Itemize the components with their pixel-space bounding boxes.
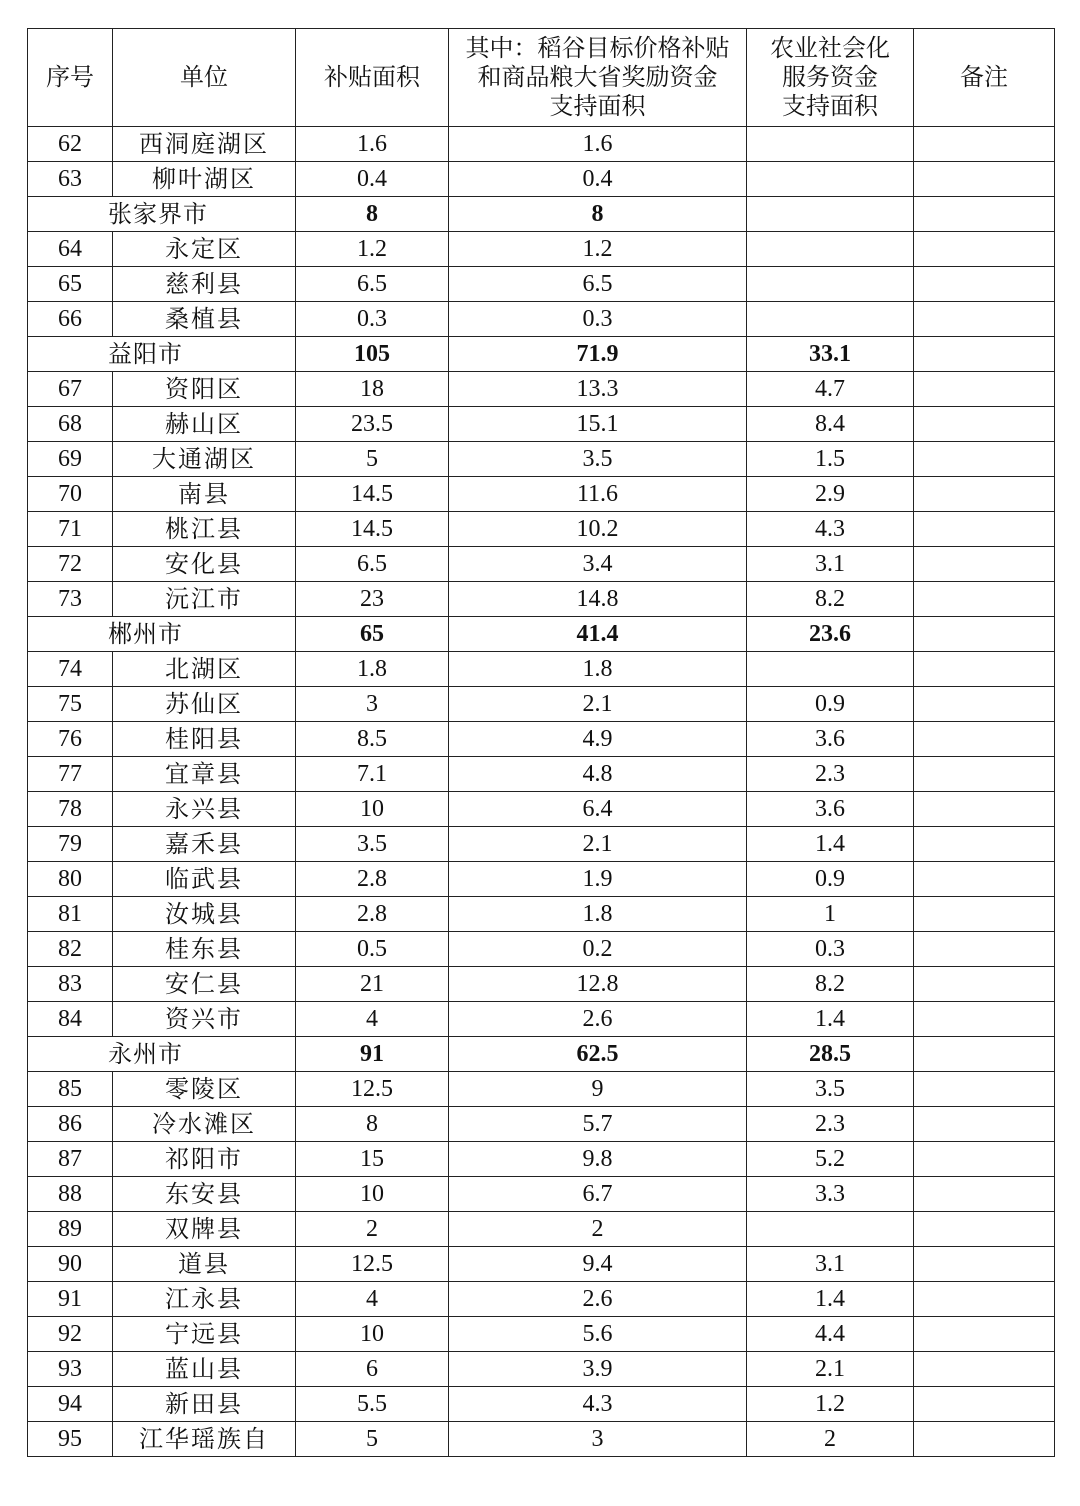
unit-cell: 资兴市 — [113, 1002, 296, 1037]
city-name-cell: 张家界市 — [28, 197, 296, 232]
rice-cell: 5.6 — [449, 1317, 747, 1352]
table-row — [28, 897, 1055, 932]
service-cell: 3.6 — [747, 722, 914, 757]
service-cell: 8.4 — [747, 407, 914, 442]
header-service-line-2: 服务资金 — [782, 63, 878, 91]
header-rice-line-1: 其中：稻谷目标价格补贴 — [465, 34, 730, 62]
area-cell: 5 — [296, 442, 449, 477]
rice-cell: 4.9 — [449, 722, 747, 757]
table-row — [28, 1002, 1055, 1037]
service-cell — [747, 127, 914, 162]
service-cell: 5.2 — [747, 1142, 914, 1177]
seq-cell: 89 — [28, 1212, 113, 1247]
unit-cell: 资阳区 — [113, 372, 296, 407]
area-cell: 4 — [296, 1282, 449, 1317]
table-row — [28, 232, 1055, 267]
note-cell — [914, 1317, 1055, 1352]
header-rice-line-2: 和商品粮大省奖励资金 — [477, 63, 718, 91]
rice-cell: 2.6 — [449, 1282, 747, 1317]
service-cell: 3.5 — [747, 1072, 914, 1107]
area-cell: 21 — [296, 967, 449, 1002]
note-cell — [914, 1107, 1055, 1142]
rice-cell: 71.9 — [449, 337, 747, 372]
service-cell: 1.5 — [747, 442, 914, 477]
area-cell: 23.5 — [296, 407, 449, 442]
area-cell: 8 — [296, 197, 449, 232]
subtotal-row — [28, 1037, 1055, 1072]
unit-cell: 新田县 — [113, 1387, 296, 1422]
seq-cell: 93 — [28, 1352, 113, 1387]
rice-cell: 12.8 — [449, 967, 747, 1002]
header-rice-line-3: 支持面积 — [549, 92, 646, 120]
unit-cell: 柳叶湖区 — [113, 162, 296, 197]
service-cell: 2.3 — [747, 1107, 914, 1142]
seq-cell: 79 — [28, 827, 113, 862]
seq-cell: 82 — [28, 932, 113, 967]
service-cell: 4.3 — [747, 512, 914, 547]
area-cell: 15 — [296, 1142, 449, 1177]
seq-cell: 77 — [28, 757, 113, 792]
service-cell: 4.4 — [747, 1317, 914, 1352]
area-cell: 5 — [296, 1422, 449, 1457]
seq-cell: 90 — [28, 1247, 113, 1282]
rice-cell: 10.2 — [449, 512, 747, 547]
seq-cell: 63 — [28, 162, 113, 197]
header-seq-line: 序号 — [46, 63, 94, 91]
unit-cell: 永兴县 — [113, 792, 296, 827]
seq-cell: 74 — [28, 652, 113, 687]
unit-cell: 蓝山县 — [113, 1352, 296, 1387]
unit-cell: 桃江县 — [113, 512, 296, 547]
note-cell — [914, 162, 1055, 197]
note-cell — [914, 687, 1055, 722]
seq-cell: 73 — [28, 582, 113, 617]
area-cell: 8 — [296, 1107, 449, 1142]
table-row — [28, 372, 1055, 407]
seq-cell: 64 — [28, 232, 113, 267]
area-cell: 2 — [296, 1212, 449, 1247]
rice-cell: 0.3 — [449, 302, 747, 337]
unit-cell: 道县 — [113, 1247, 296, 1282]
table-row — [28, 127, 1055, 162]
note-cell — [914, 1142, 1055, 1177]
area-cell: 1.6 — [296, 127, 449, 162]
area-cell: 23 — [296, 582, 449, 617]
service-cell: 3.1 — [747, 547, 914, 582]
seq-cell: 80 — [28, 862, 113, 897]
seq-cell: 67 — [28, 372, 113, 407]
unit-cell: 零陵区 — [113, 1072, 296, 1107]
service-cell: 2.9 — [747, 477, 914, 512]
seq-cell: 86 — [28, 1107, 113, 1142]
unit-cell: 江华瑶族自 — [113, 1422, 296, 1457]
table-row — [28, 1317, 1055, 1352]
rice-cell: 4.3 — [449, 1387, 747, 1422]
unit-cell: 双牌县 — [113, 1212, 296, 1247]
area-cell: 1.2 — [296, 232, 449, 267]
area-cell: 18 — [296, 372, 449, 407]
note-cell — [914, 967, 1055, 1002]
service-cell — [747, 197, 914, 232]
seq-cell: 72 — [28, 547, 113, 582]
city-name-cell: 益阳市 — [28, 337, 296, 372]
unit-cell: 汝城县 — [113, 897, 296, 932]
service-cell: 4.7 — [747, 372, 914, 407]
table-row — [28, 722, 1055, 757]
header-unit-line: 单位 — [180, 63, 228, 91]
area-cell: 10 — [296, 1317, 449, 1352]
area-cell: 12.5 — [296, 1072, 449, 1107]
table-row — [28, 1177, 1055, 1212]
unit-cell: 临武县 — [113, 862, 296, 897]
note-cell — [914, 267, 1055, 302]
rice-cell: 9.4 — [449, 1247, 747, 1282]
seq-cell: 83 — [28, 967, 113, 1002]
table-row — [28, 792, 1055, 827]
seq-cell: 62 — [28, 127, 113, 162]
seq-cell: 68 — [28, 407, 113, 442]
seq-cell: 95 — [28, 1422, 113, 1457]
rice-cell: 6.5 — [449, 267, 747, 302]
table-row — [28, 1142, 1055, 1177]
table-row — [28, 1422, 1055, 1457]
header-row — [28, 29, 1055, 127]
rice-cell: 11.6 — [449, 477, 747, 512]
rice-cell: 4.8 — [449, 757, 747, 792]
rice-cell: 3.9 — [449, 1352, 747, 1387]
area-cell: 105 — [296, 337, 449, 372]
table-row — [28, 1247, 1055, 1282]
unit-cell: 赫山区 — [113, 407, 296, 442]
service-cell: 8.2 — [747, 967, 914, 1002]
table-row — [28, 442, 1055, 477]
note-cell — [914, 1212, 1055, 1247]
service-cell: 3.6 — [747, 792, 914, 827]
note-cell — [914, 407, 1055, 442]
table-row — [28, 757, 1055, 792]
header-area-line: 补贴面积 — [324, 63, 420, 91]
note-cell — [914, 652, 1055, 687]
rice-cell: 14.8 — [449, 582, 747, 617]
note-cell — [914, 477, 1055, 512]
table-row — [28, 302, 1055, 337]
seq-cell: 87 — [28, 1142, 113, 1177]
table-body — [28, 127, 1055, 1457]
unit-cell: 大通湖区 — [113, 442, 296, 477]
unit-cell: 南县 — [113, 477, 296, 512]
header-area — [296, 29, 449, 127]
unit-cell: 苏仙区 — [113, 687, 296, 722]
seq-cell: 71 — [28, 512, 113, 547]
header-note — [914, 29, 1055, 127]
area-cell: 2.8 — [296, 862, 449, 897]
service-cell: 8.2 — [747, 582, 914, 617]
unit-cell: 嘉禾县 — [113, 827, 296, 862]
unit-cell: 冷水滩区 — [113, 1107, 296, 1142]
service-cell — [747, 1212, 914, 1247]
rice-cell: 6.4 — [449, 792, 747, 827]
note-cell — [914, 827, 1055, 862]
table-row — [28, 967, 1055, 1002]
unit-cell: 宁远县 — [113, 1317, 296, 1352]
service-cell: 1.2 — [747, 1387, 914, 1422]
rice-cell: 3.4 — [449, 547, 747, 582]
note-cell — [914, 442, 1055, 477]
subtotal-row — [28, 337, 1055, 372]
service-cell — [747, 652, 914, 687]
table-row — [28, 1352, 1055, 1387]
header-service — [747, 29, 914, 127]
note-cell — [914, 1177, 1055, 1212]
service-cell: 28.5 — [747, 1037, 914, 1072]
unit-cell: 桑植县 — [113, 302, 296, 337]
note-cell — [914, 302, 1055, 337]
rice-cell: 1.2 — [449, 232, 747, 267]
unit-cell: 慈利县 — [113, 267, 296, 302]
note-cell — [914, 862, 1055, 897]
table-row — [28, 862, 1055, 897]
area-cell: 6.5 — [296, 547, 449, 582]
service-cell — [747, 302, 914, 337]
table-row — [28, 162, 1055, 197]
unit-cell: 永定区 — [113, 232, 296, 267]
note-cell — [914, 1247, 1055, 1282]
service-cell: 0.3 — [747, 932, 914, 967]
area-cell: 14.5 — [296, 477, 449, 512]
rice-cell: 3.5 — [449, 442, 747, 477]
table-row — [28, 477, 1055, 512]
header-unit — [113, 29, 296, 127]
note-cell — [914, 897, 1055, 932]
rice-cell: 5.7 — [449, 1107, 747, 1142]
rice-cell: 41.4 — [449, 617, 747, 652]
service-cell: 2.1 — [747, 1352, 914, 1387]
service-cell: 2 — [747, 1422, 914, 1457]
unit-cell: 江永县 — [113, 1282, 296, 1317]
rice-cell: 2.1 — [449, 687, 747, 722]
seq-cell: 92 — [28, 1317, 113, 1352]
table-row — [28, 1072, 1055, 1107]
note-cell — [914, 932, 1055, 967]
area-cell: 10 — [296, 1177, 449, 1212]
note-cell — [914, 127, 1055, 162]
area-cell: 14.5 — [296, 512, 449, 547]
rice-cell: 6.7 — [449, 1177, 747, 1212]
note-cell — [914, 1352, 1055, 1387]
service-cell: 3.1 — [747, 1247, 914, 1282]
note-cell — [914, 1037, 1055, 1072]
table-row — [28, 1387, 1055, 1422]
note-cell — [914, 547, 1055, 582]
subtotal-row — [28, 197, 1055, 232]
seq-cell: 94 — [28, 1387, 113, 1422]
service-cell: 3.3 — [747, 1177, 914, 1212]
table-row — [28, 1282, 1055, 1317]
note-cell — [914, 1387, 1055, 1422]
unit-cell: 东安县 — [113, 1177, 296, 1212]
note-cell — [914, 1072, 1055, 1107]
rice-cell: 3 — [449, 1422, 747, 1457]
seq-cell: 66 — [28, 302, 113, 337]
seq-cell: 75 — [28, 687, 113, 722]
area-cell: 2.8 — [296, 897, 449, 932]
table-row — [28, 512, 1055, 547]
city-name-cell: 永州市 — [28, 1037, 296, 1072]
rice-cell: 1.8 — [449, 652, 747, 687]
seq-cell: 91 — [28, 1282, 113, 1317]
header-service-line-3: 支持面积 — [782, 92, 878, 120]
service-cell: 0.9 — [747, 862, 914, 897]
note-cell — [914, 1282, 1055, 1317]
seq-cell: 81 — [28, 897, 113, 932]
seq-cell: 88 — [28, 1177, 113, 1212]
note-cell — [914, 582, 1055, 617]
note-cell — [914, 232, 1055, 267]
note-cell — [914, 757, 1055, 792]
table-row — [28, 932, 1055, 967]
table-row — [28, 547, 1055, 582]
table-row — [28, 582, 1055, 617]
table-row — [28, 652, 1055, 687]
table-row — [28, 687, 1055, 722]
service-cell: 0.9 — [747, 687, 914, 722]
seq-cell: 84 — [28, 1002, 113, 1037]
unit-cell: 北湖区 — [113, 652, 296, 687]
rice-cell: 15.1 — [449, 407, 747, 442]
note-cell — [914, 197, 1055, 232]
rice-cell: 2.1 — [449, 827, 747, 862]
rice-cell: 8 — [449, 197, 747, 232]
note-cell — [914, 792, 1055, 827]
unit-cell: 桂阳县 — [113, 722, 296, 757]
area-cell: 3.5 — [296, 827, 449, 862]
service-cell: 1.4 — [747, 1002, 914, 1037]
seq-cell: 85 — [28, 1072, 113, 1107]
rice-cell: 0.4 — [449, 162, 747, 197]
area-cell: 5.5 — [296, 1387, 449, 1422]
table-row — [28, 1107, 1055, 1142]
rice-cell: 1.6 — [449, 127, 747, 162]
service-cell: 1.4 — [747, 1282, 914, 1317]
area-cell: 1.8 — [296, 652, 449, 687]
rice-cell: 2.6 — [449, 1002, 747, 1037]
header-service-line-1: 农业社会化 — [770, 34, 890, 62]
city-name-cell: 郴州市 — [28, 617, 296, 652]
note-cell — [914, 337, 1055, 372]
area-cell: 6 — [296, 1352, 449, 1387]
seq-cell: 78 — [28, 792, 113, 827]
unit-cell: 安仁县 — [113, 967, 296, 1002]
area-cell: 10 — [296, 792, 449, 827]
seq-cell: 69 — [28, 442, 113, 477]
area-cell: 0.5 — [296, 932, 449, 967]
note-cell — [914, 722, 1055, 757]
service-cell: 33.1 — [747, 337, 914, 372]
area-cell: 7.1 — [296, 757, 449, 792]
unit-cell: 安化县 — [113, 547, 296, 582]
service-cell — [747, 162, 914, 197]
rice-cell: 9 — [449, 1072, 747, 1107]
service-cell — [747, 267, 914, 302]
area-cell: 0.3 — [296, 302, 449, 337]
note-cell — [914, 512, 1055, 547]
seq-cell: 65 — [28, 267, 113, 302]
subtotal-row — [28, 617, 1055, 652]
header-rice — [449, 29, 747, 127]
area-cell: 65 — [296, 617, 449, 652]
service-cell: 1 — [747, 897, 914, 932]
area-cell: 91 — [296, 1037, 449, 1072]
area-cell: 6.5 — [296, 267, 449, 302]
seq-cell: 70 — [28, 477, 113, 512]
note-cell — [914, 617, 1055, 652]
table-row — [28, 267, 1055, 302]
rice-cell: 13.3 — [449, 372, 747, 407]
header-note-line: 备注 — [960, 63, 1008, 91]
rice-cell: 1.9 — [449, 862, 747, 897]
table-row — [28, 827, 1055, 862]
area-cell: 0.4 — [296, 162, 449, 197]
unit-cell: 桂东县 — [113, 932, 296, 967]
note-cell — [914, 372, 1055, 407]
rice-cell: 0.2 — [449, 932, 747, 967]
note-cell — [914, 1422, 1055, 1457]
service-cell: 23.6 — [747, 617, 914, 652]
seq-cell: 76 — [28, 722, 113, 757]
rice-cell: 1.8 — [449, 897, 747, 932]
area-cell: 12.5 — [296, 1247, 449, 1282]
table-row — [28, 1212, 1055, 1247]
service-cell: 2.3 — [747, 757, 914, 792]
header-seq — [28, 29, 113, 127]
service-cell — [747, 232, 914, 267]
table-row — [28, 407, 1055, 442]
subsidy-area-table — [27, 28, 1055, 1457]
unit-cell: 沅江市 — [113, 582, 296, 617]
area-cell: 3 — [296, 687, 449, 722]
unit-cell: 西洞庭湖区 — [113, 127, 296, 162]
service-cell: 1.4 — [747, 827, 914, 862]
area-cell: 4 — [296, 1002, 449, 1037]
rice-cell: 2 — [449, 1212, 747, 1247]
unit-cell: 宜章县 — [113, 757, 296, 792]
note-cell — [914, 1002, 1055, 1037]
area-cell: 8.5 — [296, 722, 449, 757]
rice-cell: 62.5 — [449, 1037, 747, 1072]
rice-cell: 9.8 — [449, 1142, 747, 1177]
unit-cell: 祁阳市 — [113, 1142, 296, 1177]
